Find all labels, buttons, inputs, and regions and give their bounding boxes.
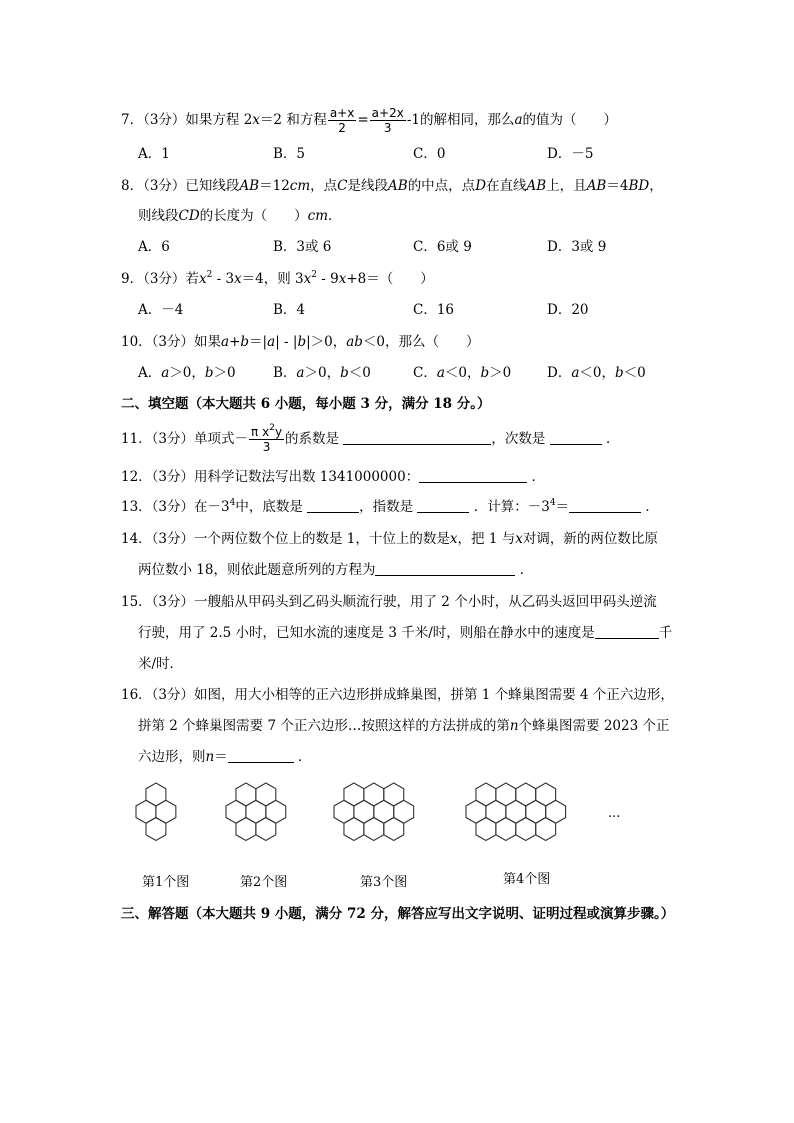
q9-stem: 9．（3分）若$x^2 - 3x=4$，则 $3x^2 - 9x+8=$（ ） [121, 270, 434, 287]
q16-stem-line2: 拼第 2 个蜂巢图需要 7 个正六边形…按照这样的方法拼成的第n个蜂巢图需要 2023 个正 [138, 718, 670, 734]
honeycomb-hexagon [496, 818, 516, 841]
q9-option-a: A．－4 [138, 302, 184, 318]
q14-blank[interactable] [375, 561, 515, 576]
honeycomb-hexagon [476, 818, 496, 841]
q9-option-c: C．16 [413, 302, 455, 318]
honeycomb-hexagon [344, 818, 364, 841]
q12-stem: 12．（3分）用科学记数法写出数 1341000000： ． [121, 469, 545, 485]
q11-stem: 11．（3分）单项式－ $\frac{\pi x^2y}{3}$ 的系数是 ，次数是 ． [121, 423, 620, 454]
q13-stem: 13．（3分）在$-3^4$中，底数是 ，指数是 ．计算：$-3^4=$ ． [121, 498, 659, 515]
honeycomb-hexagon [536, 818, 556, 841]
q7-option-a: A．1 [138, 146, 170, 162]
honeycomb-figure-2 [225, 782, 307, 854]
q7-option-d: D．－5 [547, 146, 594, 162]
honeycomb-figure-4 [465, 782, 589, 854]
q14-stem-line2: 两位数小 18，则依此题意所列的方程为 ． [138, 562, 534, 578]
q15-blank[interactable] [595, 624, 659, 639]
honeycomb-hexagon [364, 818, 384, 841]
q9-option-b: B．4 [273, 302, 306, 318]
q12-blank[interactable] [419, 468, 527, 483]
caption-figure-4: 第4个图 [503, 872, 551, 887]
q9-option-d: D．20 [547, 302, 589, 318]
q14-stem-line1: 14．（3分）一个两位数个位上的数是 1，十位上的数是x，把 1 与x对调，新的两位数比原 [121, 531, 658, 547]
q8-option-a: A．6 [138, 239, 170, 255]
q15-stem-line3: 米/时． [138, 656, 184, 672]
honeycomb-figure-3 [333, 782, 435, 854]
section-3-heading: 三、解答题（本大题共 9 小题，满分 72 分，解答应写出文字说明、证明过程或演算步骤。） [121, 906, 675, 922]
q13-blank-base[interactable] [307, 498, 359, 513]
q7-option-c: C．0 [413, 146, 446, 162]
honeycomb-hexagon [236, 818, 256, 841]
honeycomb-hexagon [146, 818, 166, 841]
q7-fraction-1: $\frac{a+x}{2}$ [329, 106, 355, 135]
q8-option-d: D．3或 9 [547, 239, 607, 255]
q8-stem-line2: 则线段CD的长度为（ ）cm． [138, 208, 342, 224]
q16-stem-line3: 六边形，则n＝ ． [138, 749, 312, 765]
q11-fraction: $\frac{\pi x^2y}{3}$ [251, 423, 283, 454]
q7-option-b: B．5 [273, 146, 306, 162]
q13-blank-result[interactable] [569, 498, 641, 513]
q11-blank-degree[interactable] [550, 430, 602, 445]
q10-stem: 10．（3分）如果a+b＝|a| - |b|＞0，ab＜0，那么（ ） [121, 334, 480, 350]
q11-blank-coefficient[interactable] [343, 430, 491, 445]
q8-stem-line1: 8．（3分）已知线段AB＝12cm，点C是线段AB的中点，点D在直线AB上，且AB＝4BD， [121, 178, 663, 194]
q10-option-d: D．a＜0，b＜0 [547, 365, 646, 381]
q10-option-c: C．a＜0，b＞0 [413, 365, 512, 381]
q7-fraction-2: $\frac{a+2x}{3}$ [371, 106, 404, 135]
honeycomb-ellipsis: ... [608, 806, 621, 821]
honeycomb-figure-1 [135, 782, 195, 854]
caption-figure-3: 第3个图 [360, 875, 408, 890]
honeycomb-hexagon [384, 818, 404, 841]
caption-figure-2: 第2个图 [240, 875, 288, 890]
q10-option-a: A．a＞0，b＞0 [138, 365, 236, 381]
q8-option-c: C．6或 9 [413, 239, 472, 255]
honeycomb-hexagon [256, 818, 276, 841]
section-2-heading: 二、填空题（本大题共 6 小题，每小题 3 分，满分 18 分。） [121, 396, 491, 412]
q8-option-b: B．3或 6 [273, 239, 332, 255]
q15-stem-line2: 行驶，用了 2.5 小时，已知水流的速度是 3 千米/时，则船在静水中的速度是 千 [138, 625, 673, 641]
caption-figure-1: 第1个图 [142, 875, 190, 890]
q16-stem-line1: 16．（3分）如图，用大小相等的正六边形拼成蜂巢图，拼第 1 个蜂巢图需要 4 个正六边形， [121, 687, 674, 703]
q16-blank[interactable] [228, 748, 294, 763]
q15-stem-line1: 15．（3分）一艘船从甲码头到乙码头顺流行驶，用了 2 个小时，从乙码头返回甲码头逆流 [121, 594, 657, 610]
q13-blank-exponent[interactable] [417, 498, 469, 513]
honeycomb-hexagon [516, 818, 536, 841]
q10-option-b: B．a＞0，b＜0 [273, 365, 371, 381]
q7-stem: 7．（3分）如果方程 2x＝2 和方程 $\frac{a+x}{2}$ = $\frac{a+2x}{3}$ -1的解相同，那么a的值为（ ） [121, 106, 618, 135]
